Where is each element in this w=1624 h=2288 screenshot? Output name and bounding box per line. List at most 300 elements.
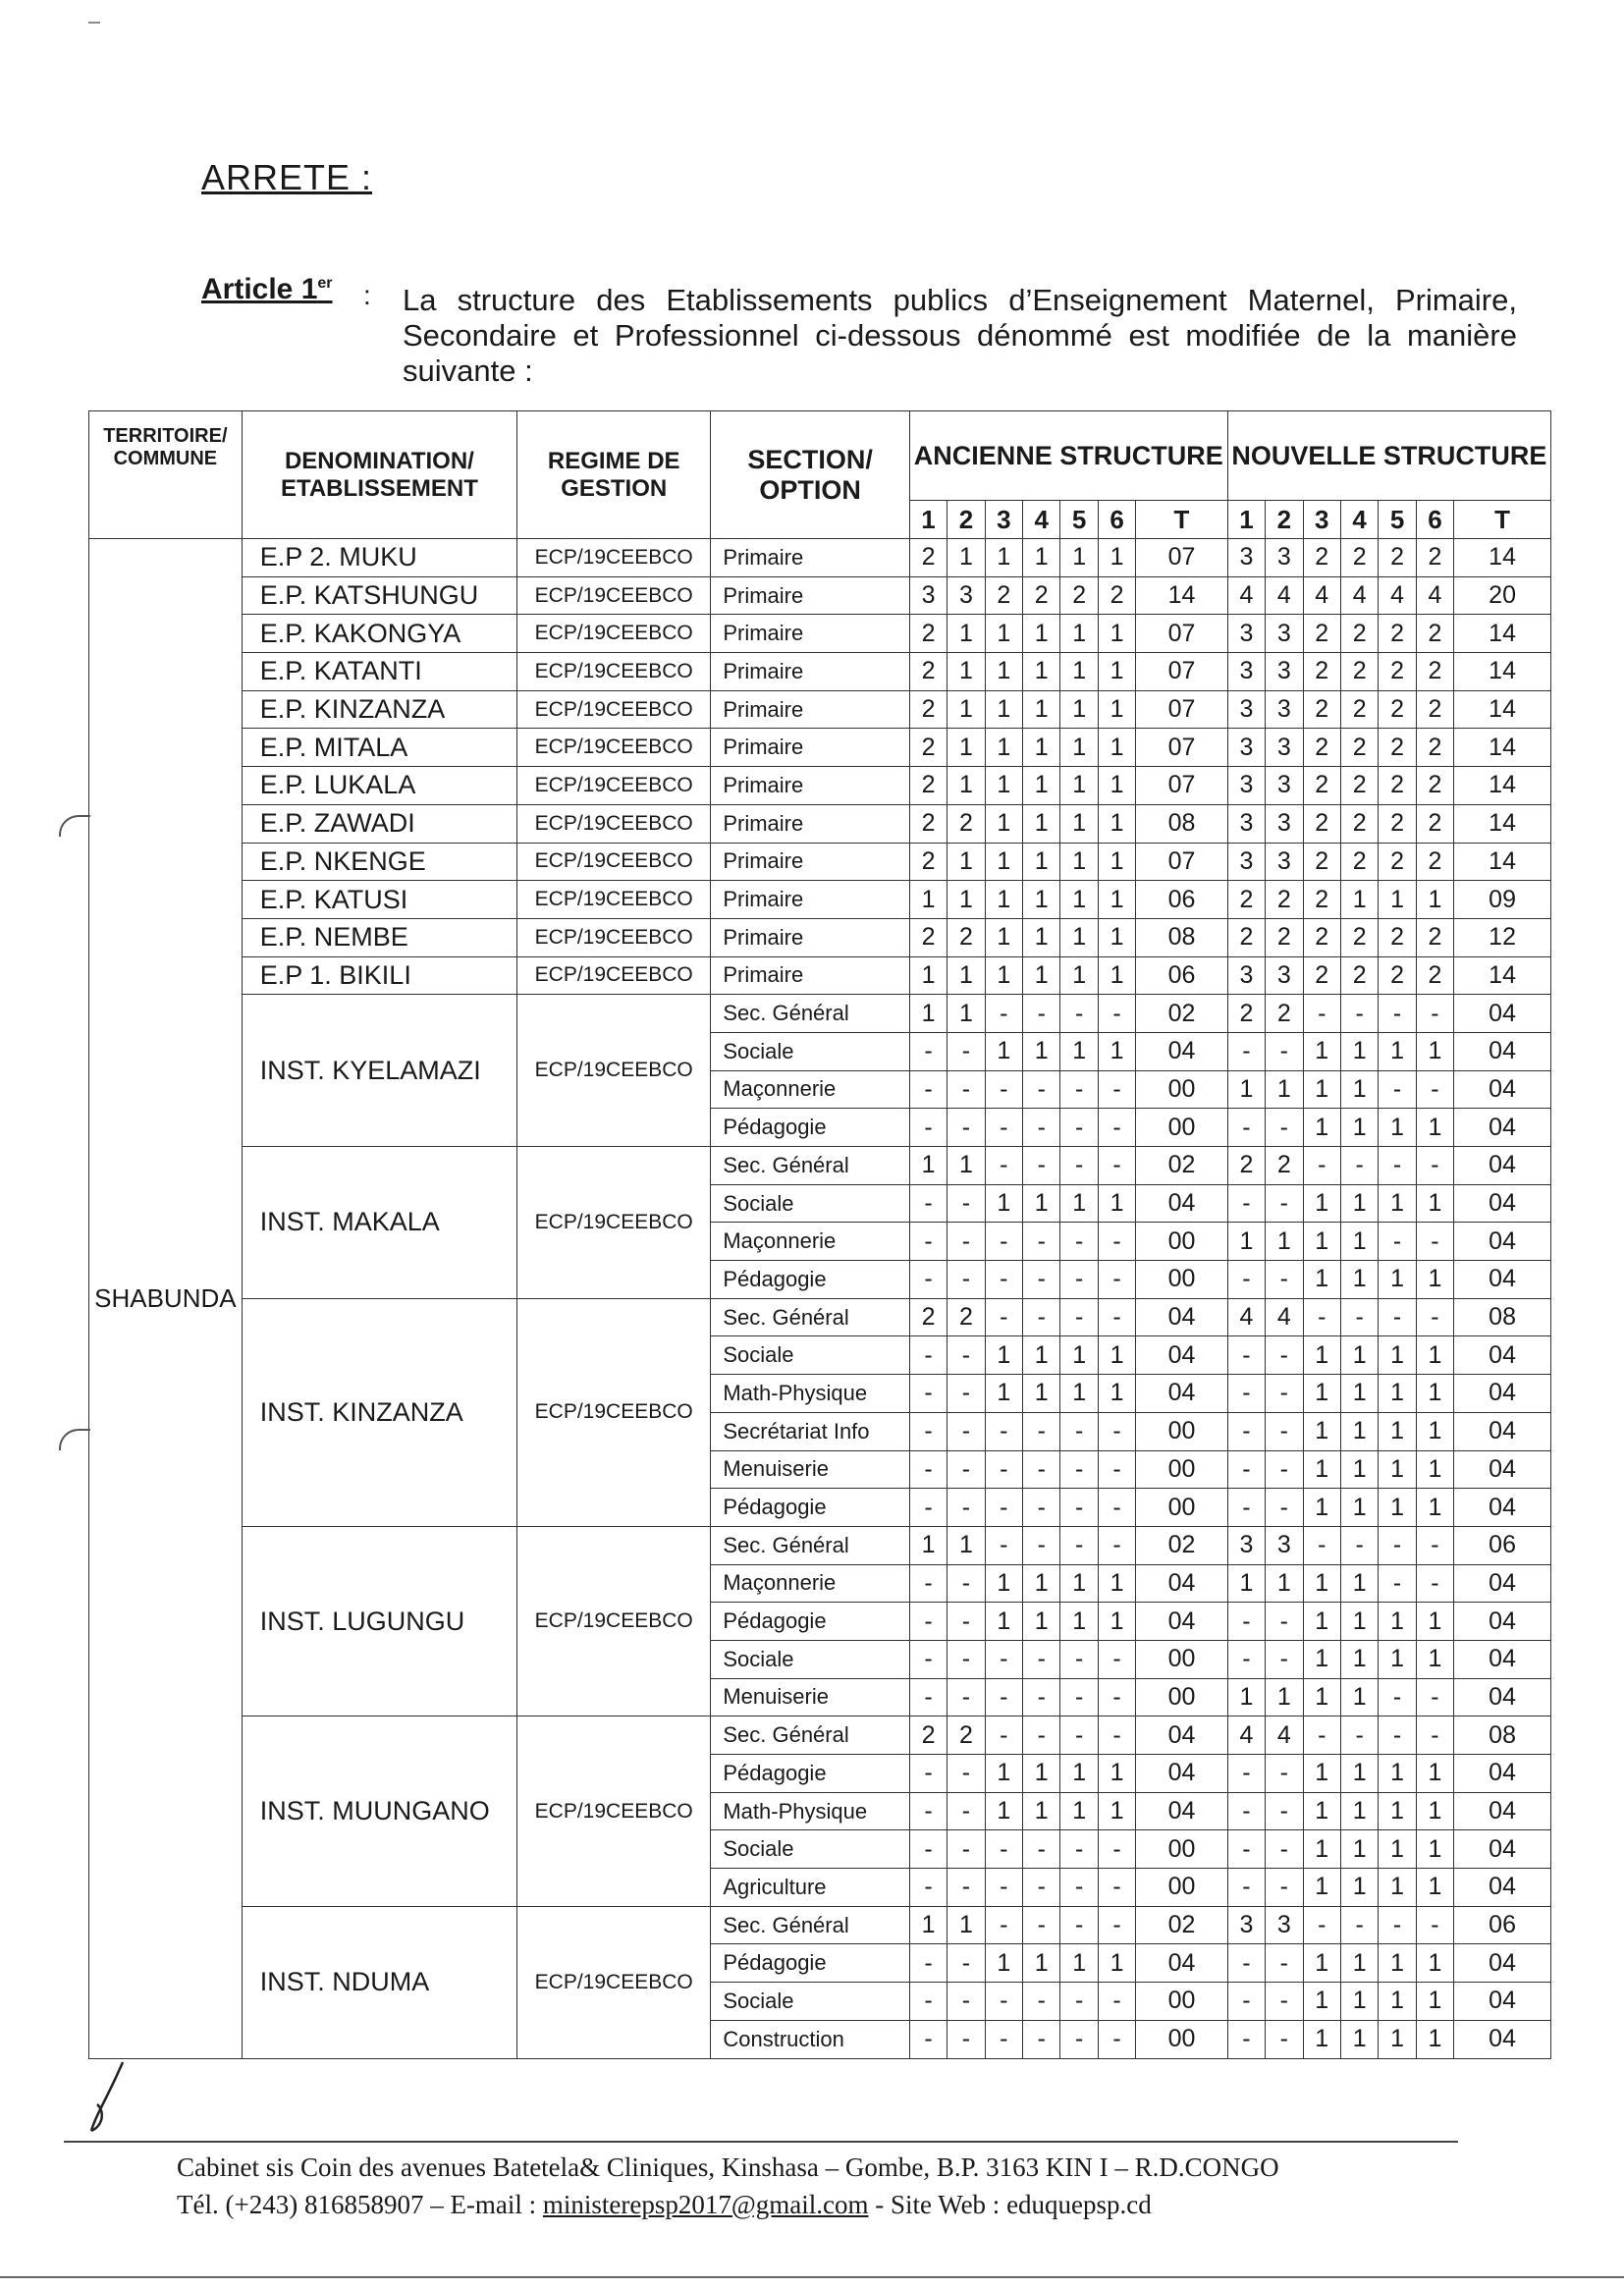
signature-mark	[83, 2057, 142, 2136]
ancienne-value: 1	[985, 1944, 1022, 1983]
ancienne-value: 1	[985, 1032, 1022, 1070]
ancienne-value: -	[985, 1869, 1022, 1907]
nouvelle-value: 1	[1227, 1223, 1265, 1261]
ancienne-value: -	[1060, 1450, 1098, 1489]
nouvelle-value: 1	[1340, 1792, 1378, 1830]
nouvelle-value: 3	[1227, 843, 1265, 881]
nouvelle-total: 04	[1454, 1070, 1551, 1109]
ancienne-value: 2	[909, 843, 947, 881]
ancienne-total: 00	[1136, 1223, 1227, 1261]
ancienne-value: -	[909, 1070, 947, 1109]
nouvelle-value: 1	[1340, 1489, 1378, 1527]
ancienne-value: 1	[1023, 1603, 1060, 1641]
ancienne-value: -	[947, 1336, 985, 1375]
nouvelle-value: 1	[1303, 1032, 1340, 1070]
nouvelle-total: 14	[1454, 653, 1551, 691]
option-cell: Sociale	[711, 1983, 909, 2021]
regime-cell: ECP/19CEEBCO	[517, 767, 711, 805]
regime-cell: ECP/19CEEBCO	[517, 1298, 711, 1526]
regime-cell: ECP/19CEEBCO	[517, 1716, 711, 1906]
nouvelle-value: 1	[1379, 1603, 1416, 1641]
ancienne-value: 1	[1098, 1792, 1135, 1830]
header-ancienne: ANCIENNE STRUCTURE	[909, 411, 1227, 501]
nouvelle-value: 1	[1379, 1640, 1416, 1678]
ancienne-total: 02	[1136, 1147, 1227, 1185]
nouvelle-value: 1	[1416, 1944, 1453, 1983]
nouvelle-value: 1	[1340, 1032, 1378, 1070]
ancienne-value: 1	[985, 1792, 1022, 1830]
ancienne-value: -	[1098, 1450, 1135, 1489]
regime-cell: ECP/19CEEBCO	[517, 1147, 711, 1299]
nouvelle-value: -	[1227, 1109, 1265, 1147]
nouvelle-value: 1	[1340, 1261, 1378, 1299]
ancienne-value: -	[909, 1261, 947, 1299]
option-cell: Secrétariat Info	[711, 1412, 909, 1450]
ancienne-value: 1	[909, 956, 947, 995]
footer-rule	[64, 2141, 1458, 2143]
ancienne-value: -	[1098, 1906, 1135, 1944]
nouvelle-value: -	[1227, 1375, 1265, 1413]
regime-cell: ECP/19CEEBCO	[517, 843, 711, 881]
ancienne-value: 1	[985, 690, 1022, 729]
nouvelle-total: 04	[1454, 2020, 1551, 2058]
option-cell: Sec. Général	[711, 1716, 909, 1755]
nouvelle-value: -	[1379, 995, 1416, 1033]
ancienne-value: 2	[909, 1298, 947, 1336]
nouvelle-value: -	[1266, 1489, 1303, 1527]
ancienne-value: 2	[947, 1298, 985, 1336]
nouvelle-value: -	[1303, 1147, 1340, 1185]
nouvelle-total: 14	[1454, 767, 1551, 805]
nouvelle-value: 2	[1303, 881, 1340, 919]
option-cell: Pédagogie	[711, 1261, 909, 1299]
nouvelle-class-header: 6	[1416, 501, 1453, 539]
option-cell: Primaire	[711, 576, 909, 615]
nouvelle-value: 2	[1340, 615, 1378, 653]
ancienne-total: 04	[1136, 1336, 1227, 1375]
nouvelle-value: -	[1416, 1070, 1453, 1109]
nouvelle-value: -	[1266, 1450, 1303, 1489]
ancienne-value: -	[1098, 1640, 1135, 1678]
nouvelle-value: 3	[1266, 1526, 1303, 1564]
ancienne-value: -	[909, 1489, 947, 1527]
table-row	[89, 881, 1551, 919]
ancienne-total: 04	[1136, 1944, 1227, 1983]
ancienne-total: 00	[1136, 1983, 1227, 2021]
nouvelle-value: 4	[1227, 1716, 1265, 1755]
ancienne-value: -	[947, 1223, 985, 1261]
etablissement-name: E.P. KINZANZA	[242, 690, 516, 729]
institut-name: INST. MUUNGANO	[242, 1716, 516, 1906]
ancienne-value: 2	[1060, 576, 1098, 615]
ancienne-total: 00	[1136, 1869, 1227, 1907]
nouvelle-value: 1	[1416, 1336, 1453, 1375]
ancienne-value: 1	[1098, 729, 1135, 767]
ancienne-value: -	[1098, 995, 1135, 1033]
nouvelle-value: 1	[1303, 1109, 1340, 1147]
nouvelle-value: 1	[1340, 1184, 1378, 1223]
nouvelle-total: 14	[1454, 729, 1551, 767]
nouvelle-value: -	[1303, 1298, 1340, 1336]
table-row	[89, 767, 1551, 805]
institut-name: INST. NDUMA	[242, 1906, 516, 2058]
ancienne-class-header: 2	[947, 501, 985, 539]
nouvelle-total: 14	[1454, 843, 1551, 881]
nouvelle-value: 3	[1266, 615, 1303, 653]
nouvelle-total: 04	[1454, 1678, 1551, 1716]
nouvelle-value: 4	[1379, 576, 1416, 615]
nouvelle-value: 1	[1303, 1564, 1340, 1603]
ancienne-value: -	[947, 1109, 985, 1147]
nouvelle-value: 1	[1303, 1450, 1340, 1489]
nouvelle-value: -	[1266, 1869, 1303, 1907]
nouvelle-value: 1	[1379, 1375, 1416, 1413]
nouvelle-total: 04	[1454, 1336, 1551, 1375]
ancienne-value: -	[947, 1489, 985, 1527]
ancienne-value: 1	[1023, 539, 1060, 577]
nouvelle-value: 2	[1340, 918, 1378, 956]
ancienne-value: 1	[1023, 1032, 1060, 1070]
regime-cell: ECP/19CEEBCO	[517, 956, 711, 995]
nouvelle-value: 1	[1379, 1109, 1416, 1147]
ancienne-value: -	[947, 1944, 985, 1983]
nouvelle-value: -	[1416, 1906, 1453, 1944]
nouvelle-total: 04	[1454, 1032, 1551, 1070]
ancienne-value: 1	[1023, 1564, 1060, 1603]
nouvelle-value: -	[1416, 1223, 1453, 1261]
nouvelle-value: 2	[1303, 729, 1340, 767]
ancienne-value: -	[947, 1032, 985, 1070]
article-label-sup: er	[317, 275, 333, 292]
nouvelle-value: 2	[1303, 615, 1340, 653]
ancienne-value: 1	[1060, 1032, 1098, 1070]
nouvelle-value: -	[1227, 1944, 1265, 1983]
nouvelle-value: -	[1266, 1412, 1303, 1450]
ancienne-value: -	[1023, 1906, 1060, 1944]
nouvelle-value: -	[1416, 1298, 1453, 1336]
nouvelle-value: 4	[1416, 576, 1453, 615]
nouvelle-value: 2	[1227, 918, 1265, 956]
nouvelle-value: 2	[1303, 690, 1340, 729]
nouvelle-value: -	[1227, 1983, 1265, 2021]
nouvelle-value: -	[1379, 1526, 1416, 1564]
nouvelle-value: 1	[1416, 1184, 1453, 1223]
nouvelle-value: 1	[1416, 1983, 1453, 2021]
ancienne-value: -	[909, 1412, 947, 1450]
institut-name: INST. MAKALA	[242, 1147, 516, 1299]
ancienne-value: -	[947, 1830, 985, 1869]
ancienne-total: 07	[1136, 843, 1227, 881]
table-row	[89, 690, 1551, 729]
nouvelle-value: -	[1416, 1564, 1453, 1603]
nouvelle-value: -	[1379, 1070, 1416, 1109]
ancienne-value: -	[985, 1109, 1022, 1147]
ancienne-value: -	[1060, 1298, 1098, 1336]
ancienne-value: 1	[1060, 1184, 1098, 1223]
nouvelle-value: 3	[1227, 615, 1265, 653]
nouvelle-total: 14	[1454, 615, 1551, 653]
ancienne-value: 1	[1098, 1336, 1135, 1375]
table-row	[89, 615, 1551, 653]
ancienne-class-header: 6	[1098, 501, 1135, 539]
etablissement-name: E.P. MITALA	[242, 729, 516, 767]
nouvelle-value: 4	[1227, 1298, 1265, 1336]
institut-name: INST. LUGUNGU	[242, 1526, 516, 1716]
ancienne-value: -	[1098, 1298, 1135, 1336]
ancienne-value: 1	[1098, 1755, 1135, 1793]
nouvelle-value: 2	[1266, 881, 1303, 919]
nouvelle-value: 1	[1303, 1983, 1340, 2021]
ancienne-total: 04	[1136, 1564, 1227, 1603]
ancienne-total: 04	[1136, 1755, 1227, 1793]
ancienne-value: 1	[1023, 1944, 1060, 1983]
option-cell: Pédagogie	[711, 1489, 909, 1527]
nouvelle-value: 2	[1416, 956, 1453, 995]
nouvelle-value: 2	[1303, 843, 1340, 881]
option-cell: Primaire	[711, 615, 909, 653]
nouvelle-value: 3	[1227, 729, 1265, 767]
ancienne-total: 00	[1136, 1830, 1227, 1869]
nouvelle-value: 4	[1266, 1716, 1303, 1755]
table-row	[89, 1906, 1551, 1944]
ancienne-value: 1	[985, 881, 1022, 919]
nouvelle-value: 3	[1227, 539, 1265, 577]
table-row	[89, 918, 1551, 956]
ancienne-value: -	[985, 1489, 1022, 1527]
ancienne-value: 1	[1060, 881, 1098, 919]
nouvelle-value: -	[1379, 1298, 1416, 1336]
nouvelle-value: 1	[1303, 1678, 1340, 1716]
ancienne-value: 1	[1023, 881, 1060, 919]
nouvelle-total: 09	[1454, 881, 1551, 919]
nouvelle-value: 1	[1340, 2020, 1378, 2058]
nouvelle-value: 2	[1416, 653, 1453, 691]
nouvelle-value: 2	[1303, 918, 1340, 956]
nouvelle-value: 2	[1266, 1147, 1303, 1185]
nouvelle-value: 1	[1416, 1261, 1453, 1299]
nouvelle-value: 1	[1340, 1412, 1378, 1450]
nouvelle-value: -	[1416, 995, 1453, 1033]
ancienne-value: -	[909, 1375, 947, 1413]
nouvelle-value: -	[1379, 1678, 1416, 1716]
option-cell: Primaire	[711, 918, 909, 956]
ancienne-value: 1	[1098, 1564, 1135, 1603]
ancienne-total: 07	[1136, 729, 1227, 767]
page-bottom-rule	[0, 2276, 1624, 2278]
ancienne-value: -	[947, 1869, 985, 1907]
ancienne-value: 2	[909, 767, 947, 805]
ancienne-value: 1	[985, 1375, 1022, 1413]
ancienne-value: -	[985, 1830, 1022, 1869]
ancienne-value: -	[985, 1906, 1022, 1944]
nouvelle-total: 14	[1454, 956, 1551, 995]
ancienne-value: -	[1023, 2020, 1060, 2058]
regime-cell: ECP/19CEEBCO	[517, 576, 711, 615]
ancienne-value: -	[1098, 1070, 1135, 1109]
footer-website: - Site Web : eduquepsp.cd	[875, 2190, 1152, 2219]
header-nouvelle: NOUVELLE STRUCTURE	[1227, 411, 1550, 501]
ancienne-value: -	[909, 1869, 947, 1907]
ancienne-value: -	[909, 1944, 947, 1983]
nouvelle-value: -	[1379, 1564, 1416, 1603]
nouvelle-value: 1	[1416, 1603, 1453, 1641]
ancienne-value: 1	[947, 843, 985, 881]
nouvelle-class-header: T	[1454, 501, 1551, 539]
ancienne-class-header: 1	[909, 501, 947, 539]
ancienne-value: -	[1023, 1983, 1060, 2021]
ancienne-value: -	[985, 1412, 1022, 1450]
ancienne-total: 00	[1136, 1640, 1227, 1678]
ancienne-total: 07	[1136, 615, 1227, 653]
ancienne-class-header: 4	[1023, 501, 1060, 539]
nouvelle-value: 2	[1303, 653, 1340, 691]
ancienne-value: 1	[1023, 615, 1060, 653]
nouvelle-value: 2	[1340, 956, 1378, 995]
ancienne-value: 1	[1060, 690, 1098, 729]
nouvelle-value: -	[1266, 1983, 1303, 2021]
ancienne-value: 1	[1023, 1755, 1060, 1793]
etablissement-name: E.P. ZAWADI	[242, 804, 516, 843]
ancienne-total: 00	[1136, 1070, 1227, 1109]
nouvelle-value: -	[1227, 1336, 1265, 1375]
margin-mark	[59, 1429, 90, 1450]
ancienne-value: -	[1098, 2020, 1135, 2058]
nouvelle-value: -	[1266, 1755, 1303, 1793]
ancienne-value: -	[1023, 1526, 1060, 1564]
ancienne-total: 06	[1136, 881, 1227, 919]
nouvelle-total: 06	[1454, 1526, 1551, 1564]
ancienne-value: 2	[909, 729, 947, 767]
nouvelle-value: -	[1416, 1526, 1453, 1564]
ancienne-value: -	[1060, 1983, 1098, 2021]
ancienne-value: -	[1060, 1070, 1098, 1109]
nouvelle-total: 06	[1454, 1906, 1551, 1944]
nouvelle-value: 2	[1416, 804, 1453, 843]
ancienne-value: 1	[1060, 843, 1098, 881]
nouvelle-value: 1	[1416, 1755, 1453, 1793]
nouvelle-value: 1	[1416, 1109, 1453, 1147]
ancienne-value: 2	[909, 653, 947, 691]
ancienne-value: 1	[1098, 1944, 1135, 1983]
nouvelle-value: 1	[1340, 1640, 1378, 1678]
ancienne-value: 1	[1023, 690, 1060, 729]
nouvelle-class-header: 3	[1303, 501, 1340, 539]
option-cell: Construction	[711, 2020, 909, 2058]
nouvelle-value: 1	[1340, 1603, 1378, 1641]
nouvelle-total: 04	[1454, 1261, 1551, 1299]
option-cell: Agriculture	[711, 1869, 909, 1907]
ancienne-value: 1	[947, 767, 985, 805]
article-label-text: Article 1	[201, 273, 318, 305]
nouvelle-value: -	[1266, 1603, 1303, 1641]
nouvelle-value: 1	[1379, 1336, 1416, 1375]
nouvelle-total: 04	[1454, 1184, 1551, 1223]
nouvelle-value: -	[1340, 1906, 1378, 1944]
nouvelle-value: -	[1340, 1716, 1378, 1755]
nouvelle-total: 04	[1454, 1223, 1551, 1261]
ancienne-value: 1	[1098, 843, 1135, 881]
ancienne-value: 1	[1098, 1603, 1135, 1641]
option-cell: Pédagogie	[711, 1944, 909, 1983]
ancienne-value: 1	[947, 1906, 985, 1944]
table-row	[89, 1298, 1551, 1336]
ancienne-value: -	[909, 2020, 947, 2058]
ancienne-total: 02	[1136, 1526, 1227, 1564]
ancienne-value: 1	[1098, 539, 1135, 577]
ancienne-value: 1	[1060, 1375, 1098, 1413]
ancienne-total: 04	[1136, 1184, 1227, 1223]
nouvelle-class-header: 5	[1379, 501, 1416, 539]
ancienne-value: 1	[1023, 956, 1060, 995]
nouvelle-value: 1	[1379, 1489, 1416, 1527]
nouvelle-total: 08	[1454, 1716, 1551, 1755]
ancienne-value: 1	[1098, 956, 1135, 995]
ancienne-total: 06	[1136, 956, 1227, 995]
table-row	[89, 1716, 1551, 1755]
nouvelle-value: 2	[1416, 690, 1453, 729]
ancienne-value: -	[909, 1032, 947, 1070]
nouvelle-value: 2	[1340, 729, 1378, 767]
ancienne-value: -	[1098, 1526, 1135, 1564]
ancienne-value: 1	[985, 1336, 1022, 1375]
nouvelle-total: 08	[1454, 1298, 1551, 1336]
ancienne-value: -	[985, 1147, 1022, 1185]
regime-cell: ECP/19CEEBCO	[517, 995, 711, 1147]
option-cell: Maçonnerie	[711, 1223, 909, 1261]
nouvelle-value: 1	[1303, 1640, 1340, 1678]
nouvelle-value: -	[1227, 1755, 1265, 1793]
ancienne-value: -	[947, 1375, 985, 1413]
header-territoire: TERRITOIRE/ COMMUNE	[89, 411, 243, 539]
ancienne-value: -	[1023, 1640, 1060, 1678]
ancienne-value: -	[909, 1184, 947, 1223]
nouvelle-value: 1	[1340, 1678, 1378, 1716]
etablissement-name: E.P 2. MUKU	[242, 539, 516, 577]
ancienne-value: -	[909, 1564, 947, 1603]
ancienne-value: -	[909, 1336, 947, 1375]
nouvelle-value: 1	[1416, 1869, 1453, 1907]
regime-cell: ECP/19CEEBCO	[517, 918, 711, 956]
nouvelle-value: 1	[1340, 1944, 1378, 1983]
nouvelle-value: 4	[1227, 576, 1265, 615]
ancienne-total: 04	[1136, 1032, 1227, 1070]
ancienne-value: 1	[1098, 1032, 1135, 1070]
nouvelle-value: 3	[1227, 1526, 1265, 1564]
ancienne-value: 1	[947, 956, 985, 995]
ancienne-value: 1	[1060, 729, 1098, 767]
ancienne-value: 1	[985, 956, 1022, 995]
ancienne-value: 1	[909, 1526, 947, 1564]
regime-cell: ECP/19CEEBCO	[517, 804, 711, 843]
ancienne-class-header: 3	[985, 501, 1022, 539]
nouvelle-value: 1	[1379, 2020, 1416, 2058]
option-cell: Pédagogie	[711, 1109, 909, 1147]
nouvelle-value: 1	[1340, 881, 1378, 919]
ancienne-value: 1	[1060, 804, 1098, 843]
ancienne-value: 1	[1023, 1375, 1060, 1413]
regime-cell: ECP/19CEEBCO	[517, 539, 711, 577]
nouvelle-value: -	[1227, 2020, 1265, 2058]
nouvelle-value: 1	[1379, 1830, 1416, 1869]
ancienne-value: 1	[1098, 804, 1135, 843]
ancienne-total: 07	[1136, 767, 1227, 805]
nouvelle-total: 20	[1454, 576, 1551, 615]
nouvelle-value: 3	[1266, 539, 1303, 577]
nouvelle-value: 1	[1340, 1223, 1378, 1261]
ancienne-value: -	[1098, 1489, 1135, 1527]
option-cell: Primaire	[711, 767, 909, 805]
nouvelle-value: -	[1266, 1109, 1303, 1147]
